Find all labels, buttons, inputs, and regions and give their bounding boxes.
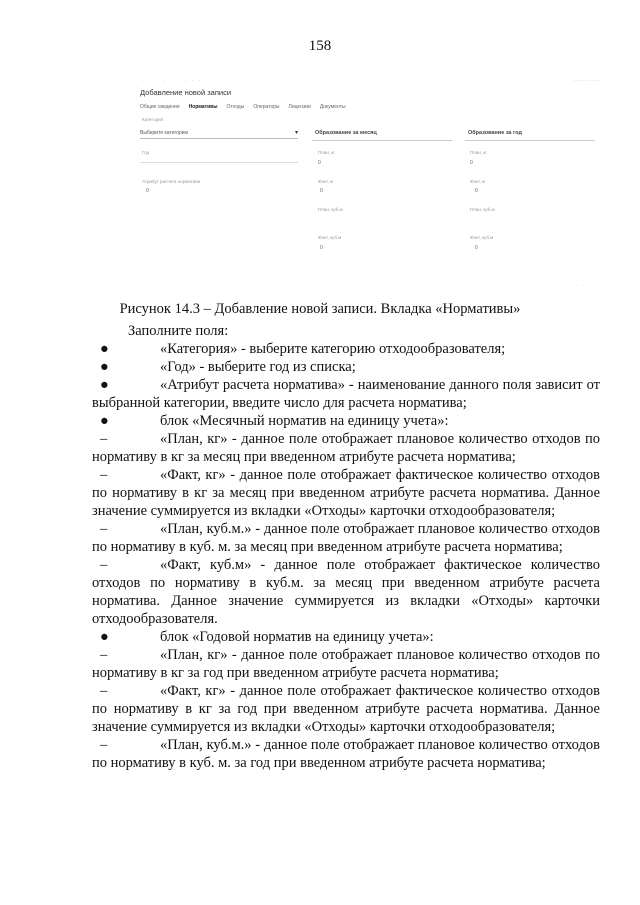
tab-general[interactable]: Общие сведения	[140, 104, 180, 110]
tab-waste[interactable]: Отходы	[226, 104, 245, 110]
category-select-value: Выберите категорию	[140, 130, 189, 136]
list-item-m-plan-m3	[92, 520, 600, 556]
tab-documents[interactable]: Документы	[319, 104, 346, 110]
col-month-header: Образование за месяц	[315, 130, 377, 136]
col-year-rule	[465, 140, 595, 141]
dash-icon: –	[100, 647, 108, 663]
dash-icon: –	[100, 521, 108, 537]
list-item-text: блок «Месячный норматив на единицу учета»:	[160, 413, 449, 429]
figure-caption: Рисунок 14.3 – Добавление новой записи. Вкладка «Нормативы»	[119, 301, 521, 317]
list-item-attribute	[92, 376, 600, 412]
list-item-text: «Атрибут расчета норматива» - наименование данного поля зависит от выбранной категории, введите число для расчета норматива;	[92, 377, 600, 411]
list-item-text: «Год» - выберите год из списка;	[160, 359, 356, 375]
list-item-text: «Факт, кг» - данное поле отображает фактическое количество отходов по нормативу в кг за месяц при введенном атрибуте расчета норматива. Данное значение суммируется из вкладки «Отходы» карточки отходообразователя;	[92, 467, 600, 519]
bullet-icon: ●	[100, 359, 109, 375]
m-fact-m3-value[interactable]: 0	[320, 245, 323, 251]
y-plan-kg-label: План, кг	[470, 150, 487, 155]
m-fact-kg-label: Факт, кг	[318, 179, 334, 184]
list-item-text: «Факт, куб.м» - данное поле отображает фактическое количество отходов по нормативу в куб.м. за месяц при введенном атрибуте расчета норматива. Данное значение суммируется из вкладки «Отходы» карточки отходообразователя.	[92, 557, 600, 627]
figure-user-info: · · · · · · · · ·	[573, 78, 600, 84]
list-item-monthly-block	[92, 412, 600, 430]
figure-breadcrumb: · · · · · · · · ·	[142, 78, 203, 84]
y-fact-m3-value[interactable]: 0	[475, 245, 478, 251]
bullet-icon: ●	[100, 341, 109, 357]
category-select[interactable]	[140, 130, 298, 139]
list-item-y-fact-kg	[92, 682, 600, 736]
year-input[interactable]	[140, 162, 298, 163]
list-item-m-plan-kg	[92, 430, 600, 466]
bullet-icon: ●	[100, 629, 109, 645]
m-plan-m3-label: План, куб.м	[318, 207, 343, 212]
bullet-icon: ●	[100, 413, 109, 429]
page-number: 158	[308, 38, 332, 54]
y-fact-kg-label: Факт, кг	[470, 179, 486, 184]
list-item-text: «План, кг» - данное поле отображает плановое количество отходов по нормативу в кг за год при введенном атрибуте расчета норматива;	[92, 647, 600, 681]
m-fact-kg-value[interactable]: 0	[320, 188, 323, 194]
m-fact-m3-label: Факт, куб.м	[318, 235, 342, 240]
bullet-icon: ●	[100, 377, 109, 393]
y-plan-m3-label: План, куб.м	[470, 207, 495, 212]
dash-icon: –	[100, 557, 108, 573]
tab-operators[interactable]: Операторы	[253, 104, 280, 110]
intro-text: Заполните поля:	[128, 323, 229, 339]
figure-footer-buttons: · · · · · · ·	[556, 283, 600, 288]
list-item-text: «Факт, кг» - данное поле отображает фактическое количество отходов по нормативу в кг за год при введенном атрибуте расчета норматива. Данное значение суммируется из вкладки «Отходы» карточки отходообразователя;	[92, 683, 600, 735]
list-item-text: «Категория» - выберите категорию отходообразователя;	[160, 341, 506, 357]
tab-norms[interactable]: Нормативы	[188, 104, 218, 110]
list-item-y-plan-kg	[92, 646, 600, 682]
list-item-text: блок «Годовой норматив на единицу учета»:	[160, 629, 434, 645]
dash-icon: –	[100, 683, 108, 699]
list-item-y-plan-m3	[92, 736, 600, 772]
tab-licenses[interactable]: Лицензии	[288, 104, 311, 110]
year-label: Год	[142, 150, 150, 155]
list-item-category	[92, 340, 600, 358]
y-fact-kg-value[interactable]: 0	[475, 188, 478, 194]
dash-icon: –	[100, 467, 108, 483]
body-text	[92, 322, 600, 772]
figure-screenshot	[140, 78, 600, 288]
list-item-yearly-block	[92, 628, 600, 646]
list-item-text: «План, куб.м.» - данное поле отображает плановое количество отходов по нормативу в куб. м. за месяц при введенном атрибуте расчета норматива;	[92, 521, 600, 555]
col-year-header: Образование за год	[468, 130, 523, 136]
figure-tabs	[140, 104, 346, 110]
list-item-year	[92, 358, 600, 376]
y-plan-kg-value[interactable]: 0	[470, 160, 473, 166]
m-plan-kg-value[interactable]: 0	[318, 160, 321, 166]
col-month-rule	[312, 140, 452, 141]
list-item-text: «План, кг» - данное поле отображает плановое количество отходов по нормативу в кг за месяц при введенном атрибуте расчета норматива;	[92, 431, 600, 465]
category-label: Категория	[142, 117, 164, 122]
attribute-label: Атрибут расчета норматива	[142, 179, 201, 184]
y-fact-m3-label: Факт, куб.м	[470, 235, 494, 240]
list-item-m-fact-m3	[92, 556, 600, 628]
dash-icon: –	[100, 737, 108, 753]
list-item-m-fact-kg	[92, 466, 600, 520]
figure-window-title: Добавление новой записи	[140, 88, 232, 97]
dash-icon: –	[100, 431, 108, 447]
attribute-input[interactable]: 0	[146, 188, 149, 194]
list-item-text: «План, куб.м.» - данное поле отображает плановое количество отходов по нормативу в куб. м. за год при введенном атрибуте расчета норматива;	[92, 737, 600, 771]
chevron-down-icon: ▾	[294, 130, 298, 136]
m-plan-kg-label: План, кг	[318, 150, 335, 155]
